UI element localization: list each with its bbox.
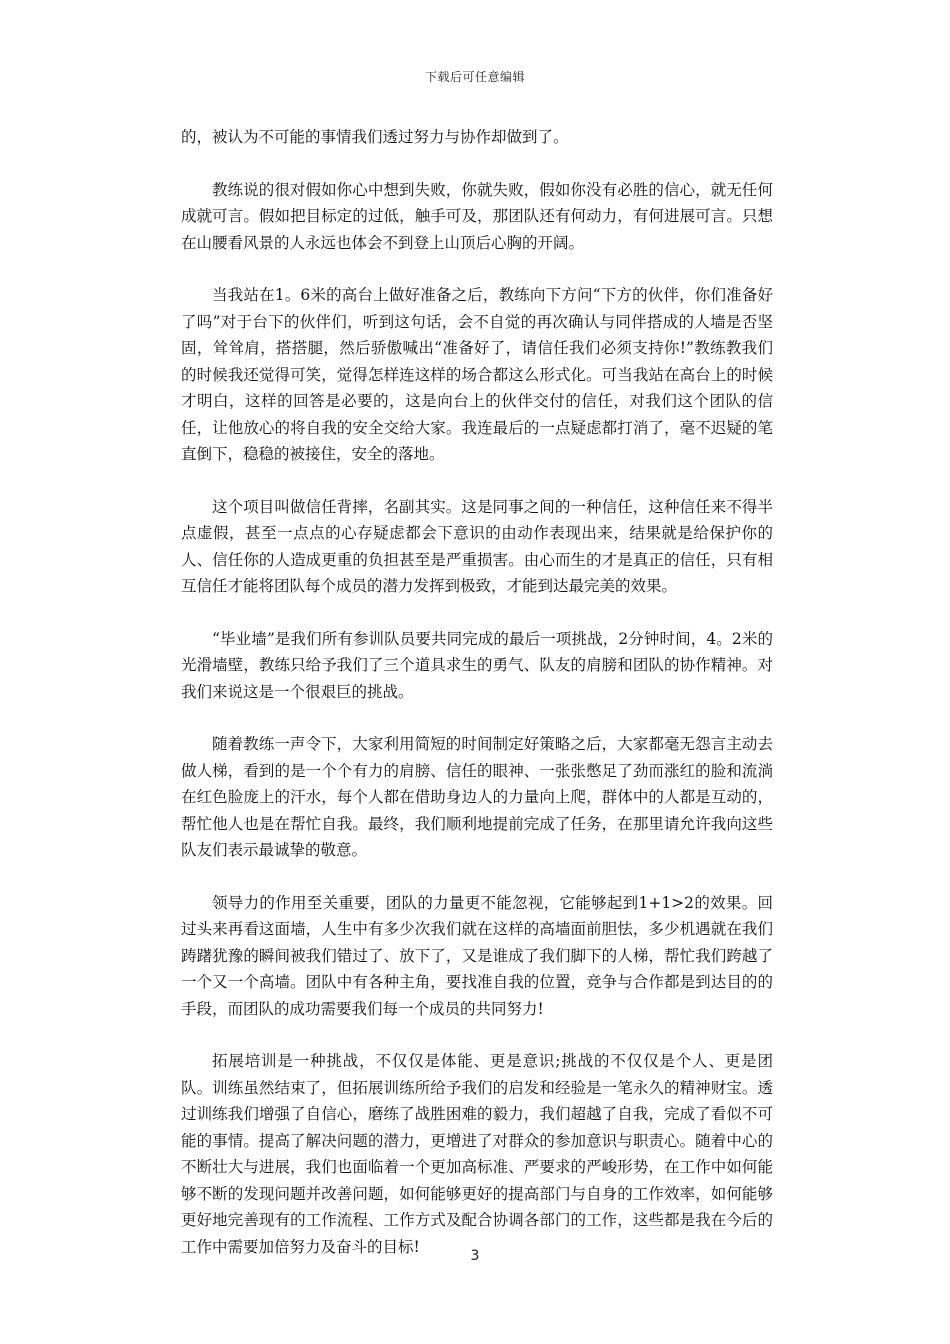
paragraph-7: 领导力的作用至关重要，团队的力量更不能忽视，它能够起到1+1>2的效果。回过头来再看这面墙，人生中有多少次我们就在这样的高墙面前胆怯，多少机遇就在我们踌躇犹豫的瞬间被我们错过了、放下了，又是谁成了我们脚下的人梯，帮忙我们跨越了一个又一个高墙。团队中有各种主角，要找准自我的位置，竞争与合作都是到达目的的手段，而团队的成功需要我们每一个成员的共同努力! [181, 893, 773, 1018]
paragraph-3: 当我站在1。6米的高台上做好准备之后，教练向下方问“下方的伙伴，你们准备好了吗”对于台下的伙伴们，听到这句话，会不自觉的再次确认与同伴搭成的人墙是否坚固，耸耸肩，搭搭腿，然后骄傲喊出“准备好了，请信任我们必须支持你!”教练教我们的时候我还觉得可笑，觉得怎样连这样的场合都这么形式化。可当我站在高台上的时候才明白，这样的回答是必要的，这是向台上的伙伴交付的信任，对我们这个团队的信任，让他放心的将自我的安全交给大家。我连最后的一点疑虑都打消了，毫不迟疑的笔直倒下，稳稳的被接住，安全的落地。 [181, 286, 773, 463]
paragraph-6: 随着教练一声令下，大家利用简短的时间制定好策略之后，大家都毫无怨言主动去做人梯，看到的是一个个有力的肩膀、信任的眼神、一张张憋足了劲而涨红的脸和流淌在红色脸庞上的汗水，每个人都在借助身边人的力量向上爬，群体中的人都是互动的，帮忙他人也是在帮忙自我。最终，我们顺利地提前完成了任务，在那里请允许我向这些队友们表示最诚挚的敬意。 [181, 735, 773, 859]
paragraph-2: 教练说的很对假如你心中想到失败，你就失败，假如你没有必胜的信心，就无任何成就可言。假如把目标定的过低，触手可及，那团队还有何动力，有何进展可言。只想在山腰看风景的人永远也体会不到登上山顶后心胸的开阔。 [181, 180, 773, 252]
paragraph-8: 拓展培训是一种挑战，不仅仅是体能、更是意识;挑战的不仅仅是个人、更是团队。训练虽然结束了，但拓展训练所给予我们的启发和经验是一笔永久的精神财宝。透过训练我们增强了自信心，磨练了战胜困难的毅力，我们超越了自我，完成了看似不可能的事情。提高了解决问题的潜力，更增进了对群众的参加意识与职责心。随着中心的不断壮大与进展，我们也面临着一个更加高标准、严要求的严峻形势，在工作中如何能够不断的发现问题并改善问题，如何能够更好的提高部门与自身的工作效率，如何能够更好地完善现有的工作流程、工作方式及配合协调各部门的工作，这些都是我在今后的工作中需要加倍努力及奋斗的目标! [181, 1052, 773, 1256]
paragraph-5: “毕业墙”是我们所有参训队员要共同完成的最后一项挑战，2分钟时间，4。2米的光滑墙壁，教练只给予我们了三个道具求生的勇气、队友的肩膀和团队的协作精神。对我们来说这是一个很艰巨的挑战。 [181, 629, 773, 701]
page-header: 下载后可任意编辑 [424, 70, 525, 84]
document-body [181, 124, 773, 1286]
page-number: 3 [470, 1248, 480, 1264]
paragraph-1: 的，被认为不可能的事情我们透过努力与协作却做到了。 [181, 128, 569, 146]
paragraph-4: 这个项目叫做信任背摔，名副其实。这是同事之间的一种信任，这种信任来不得半点虚假，甚至一点点的心存疑虑都会下意识的由动作表现出来，结果就是给保护你的人、信任你的人造成更重的负担甚至是严重损害。由心而生的才是真正的信任，只有相互信任才能将团队每个成员的潜力发挥到极致，才能到达最完美的效果。 [181, 497, 773, 595]
